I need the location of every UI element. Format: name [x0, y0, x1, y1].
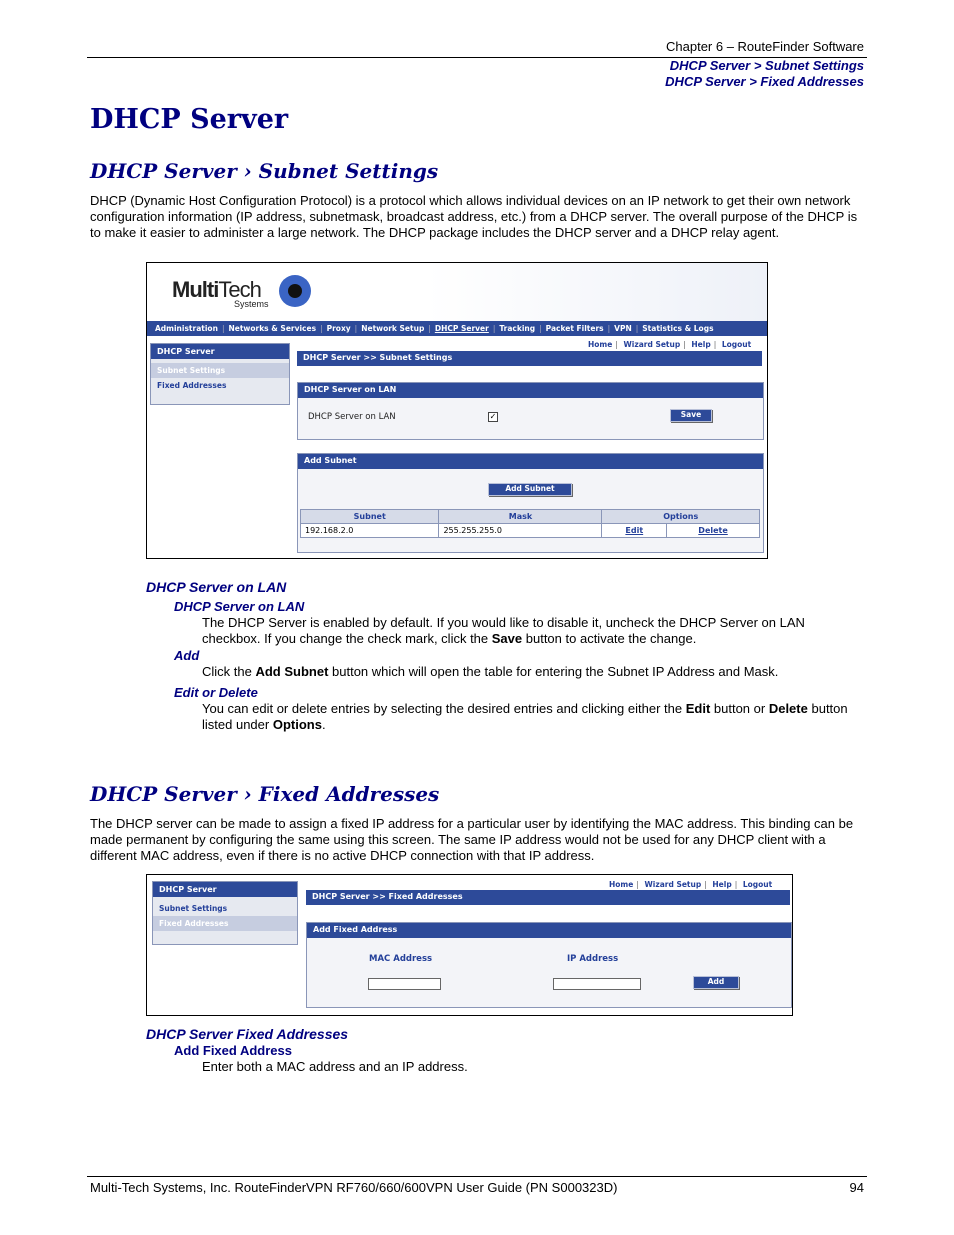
nav-proxy[interactable]: Proxy — [326, 324, 351, 333]
ip-address-input[interactable] — [553, 978, 641, 990]
column-options: Options — [602, 510, 760, 524]
link-wizard-setup[interactable]: Wizard Setup — [623, 340, 681, 349]
sidebar-2 — [152, 881, 298, 945]
delete-link[interactable]: Delete — [667, 524, 760, 538]
nav-packet-filters[interactable]: Packet Filters — [545, 324, 604, 333]
page-title: DHCP Server — [90, 104, 289, 135]
sidebar-item-subnet-settings[interactable]: Subnet Settings — [159, 904, 228, 913]
desc-label-edit-delete: Edit or Delete — [174, 685, 258, 700]
desc-text-lan: The DHCP Server is enabled by default. If you would like to disable it, uncheck the DHCP Server on LAN checkbox. If you change the check mark, click the Save button to activate the change. — [202, 615, 805, 646]
add-fixed-address-panel — [306, 922, 792, 1008]
screenshot-fixed-addresses — [146, 874, 793, 1016]
link-logout[interactable]: Logout — [721, 340, 752, 349]
nav-statistics-logs[interactable]: Statistics & Logs — [642, 324, 714, 333]
lan-panel — [297, 382, 764, 440]
cell-subnet: 192.168.2.0 — [301, 524, 439, 538]
link-logout[interactable]: Logout — [742, 880, 773, 889]
nav-networks-services[interactable]: Networks & Services — [228, 324, 317, 333]
link-home[interactable]: Home — [609, 880, 634, 889]
logo-banner — [147, 263, 767, 321]
ip-address-label: IP Address — [567, 954, 619, 964]
header-subtitle-1: DHCP Server > Subnet Settings — [669, 58, 864, 73]
nav-dhcp-server[interactable]: DHCP Server — [434, 324, 489, 333]
desc-text-add: Click the Add Subnet button which will open the table for entering the Subnet IP Address and Mask. — [202, 664, 779, 679]
desc-title-fixed: DHCP Server Fixed Addresses — [146, 1026, 349, 1042]
sidebar-head: DHCP Server — [151, 344, 289, 359]
desc-label-lan: DHCP Server on LAN — [174, 599, 305, 614]
nav-administration[interactable]: Administration — [155, 324, 218, 333]
top-links: Home | Wizard Setup | Help | Logout — [588, 340, 752, 349]
footer-text: Multi-Tech Systems, Inc. RouteFinderVPN RF760/660/600VPN User Guide (PN S000323D) — [90, 1180, 618, 1195]
link-help[interactable]: Help — [712, 880, 732, 889]
desc-text-edit-delete: You can edit or delete entries by selecting the desired entries and clicking either the Edit button or Delete button listed under Options. — [202, 701, 848, 732]
column-mask: Mask — [439, 510, 602, 524]
mac-address-label: MAC Address — [369, 954, 433, 964]
breadcrumb-bar-2 — [306, 890, 790, 904]
sidebar-item-fixed-addresses[interactable]: Fixed Addresses — [153, 916, 297, 931]
link-help[interactable]: Help — [691, 340, 711, 349]
sidebar-head: DHCP Server — [153, 882, 297, 897]
section-heading-fixed: DHCP Server › Fixed Addresses — [90, 782, 440, 806]
top-links-2: Home | Wizard Setup | Help | Logout — [609, 880, 773, 889]
desc-label-add: Add — [174, 648, 200, 663]
top-nav-bar: Administration | Networks & Services | Proxy | Network Setup | DHCP Server | Tracking | Packet Filters | VPN | Statistics & Logs — [147, 321, 767, 336]
nav-vpn[interactable]: VPN — [614, 324, 632, 333]
cell-mask: 255.255.255.0 — [439, 524, 602, 538]
section-intro-subnet: DHCP (Dynamic Host Configuration Protocol) is a protocol which allows individual devices on an IP network to get their own network configuration information (IP address, subnetmask, broadcast address, etc.) from a DHCP server. The overall purpose of the DHCP is to make it easier to administer a large network. The DHCP package includes the DHCP server and a DHCP relay agent. — [90, 193, 858, 240]
add-fixed-address-head: Add Fixed Address — [307, 923, 791, 938]
link-home[interactable]: Home — [588, 340, 613, 349]
nav-tracking[interactable]: Tracking — [499, 324, 536, 333]
save-button[interactable]: Save — [670, 409, 712, 422]
column-subnet: Subnet — [301, 510, 439, 524]
logo-dot-icon — [288, 284, 302, 298]
subnet-table — [300, 509, 760, 538]
add-subnet-button[interactable]: Add Subnet — [488, 483, 572, 496]
nav-network-setup[interactable]: Network Setup — [361, 324, 425, 333]
desc-label-fixed: Add Fixed Address — [174, 1043, 292, 1058]
footer-rule — [87, 1176, 867, 1177]
section-intro-fixed: The DHCP server can be made to assign a fixed IP address for a particular user by identifying the MAC address. This binding can be made permanent by configuring the same using this screen. The same IP address would not be used for any DHCP client with a different MAC address, even if there is no active DHCP connection with that IP address. — [90, 816, 854, 863]
sidebar — [150, 343, 290, 405]
link-wizard-setup[interactable]: Wizard Setup — [644, 880, 702, 889]
table-row — [301, 524, 760, 538]
breadcrumb-bar — [297, 351, 762, 365]
lan-label: DHCP Server on LAN — [308, 412, 396, 422]
sidebar-item-subnet-settings[interactable]: Subnet Settings — [151, 363, 289, 378]
desc-text-fixed: Enter both a MAC address and an IP address. — [202, 1059, 468, 1074]
add-subnet-panel-head: Add Subnet — [298, 454, 763, 469]
chapter-header: Chapter 6 – RouteFinder Software — [666, 39, 864, 54]
desc-title-lan: DHCP Server on LAN — [146, 579, 287, 595]
sidebar-item-fixed-addresses[interactable]: Fixed Addresses — [157, 381, 227, 390]
section-heading-subnet: DHCP Server › Subnet Settings — [90, 159, 439, 183]
breadcrumb: DHCP Server >> Fixed Addresses — [306, 890, 790, 905]
header-subtitle-2: DHCP Server > Fixed Addresses — [665, 74, 864, 89]
breadcrumb: DHCP Server >> Subnet Settings — [297, 351, 762, 366]
lan-checkbox[interactable]: ✓ — [489, 412, 497, 421]
multitech-logo: MultiTech — [172, 277, 261, 302]
page-number: 94 — [849, 1180, 864, 1195]
edit-link[interactable]: Edit — [602, 524, 667, 538]
add-button[interactable]: Add — [693, 976, 739, 989]
lan-panel-head: DHCP Server on LAN — [298, 383, 763, 398]
logo-systems-text: Systems — [234, 299, 269, 309]
add-subnet-panel — [297, 453, 764, 553]
screenshot-subnet-settings — [146, 262, 768, 559]
mac-address-input[interactable] — [368, 978, 441, 990]
